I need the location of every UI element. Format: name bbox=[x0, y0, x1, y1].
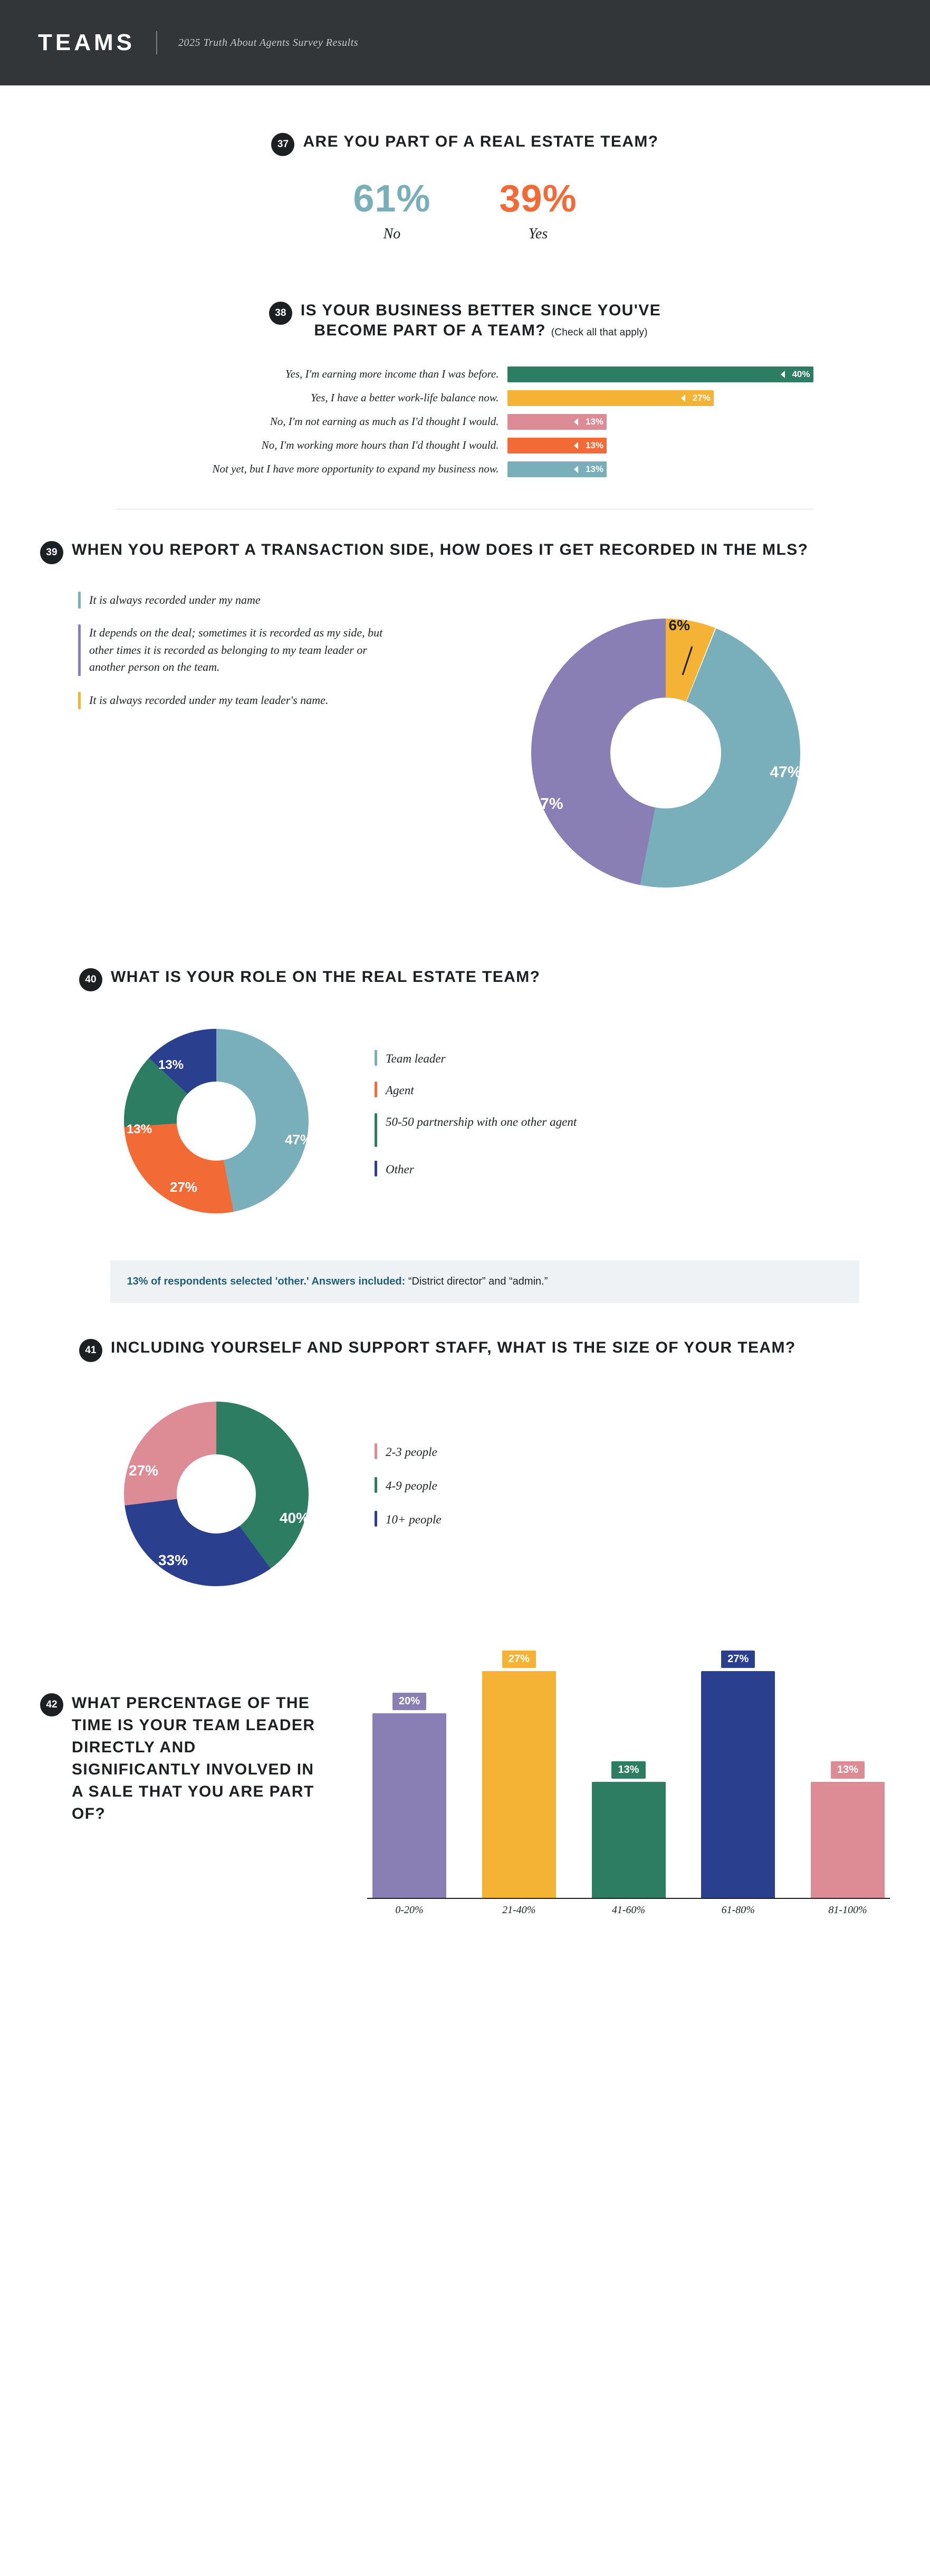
legend-swatch bbox=[78, 692, 81, 709]
question-41-title: INCLUDING YOURSELF AND SUPPORT STAFF, WHAT IS THE SIZE OF YOUR TEAM? bbox=[111, 1338, 796, 1356]
bar-value: 40% bbox=[792, 369, 810, 379]
bar-value: 13% bbox=[585, 416, 603, 427]
bar-label: No, I'm working more hours than I'd thought I would. bbox=[261, 439, 499, 452]
bar-fill bbox=[507, 414, 607, 430]
bar-column bbox=[811, 1634, 885, 1898]
donut-value-purple: 47% bbox=[531, 795, 563, 813]
donut-svg bbox=[100, 1378, 332, 1610]
bar-fill bbox=[507, 366, 813, 382]
question-41-block bbox=[0, 1303, 930, 1610]
stat-no bbox=[353, 177, 430, 243]
legend-label: 10+ people bbox=[386, 1512, 442, 1526]
legend-item bbox=[375, 1477, 442, 1495]
legend-swatch bbox=[375, 1082, 377, 1097]
legend-item bbox=[375, 1050, 577, 1068]
question-39-number: 39 bbox=[40, 541, 63, 564]
legend-label: 50-50 partnership with one other agent bbox=[386, 1115, 577, 1128]
question-37-block bbox=[0, 85, 930, 243]
legend-item bbox=[78, 692, 441, 709]
bottom-spacer bbox=[0, 1929, 930, 1993]
legend-swatch bbox=[78, 592, 81, 609]
donut-value-partnership: 13% bbox=[127, 1122, 152, 1136]
bar-label: Not yet, but I have more opportunity to expand my business now. bbox=[212, 462, 499, 476]
x-tick-label: 41-60% bbox=[611, 1904, 646, 1916]
stat-yes-percent: 39% bbox=[499, 178, 577, 220]
stat-yes-label: Yes bbox=[528, 226, 548, 242]
question-39-donut-chart bbox=[441, 584, 890, 922]
bar-row bbox=[117, 436, 813, 456]
bar-tip bbox=[781, 371, 785, 378]
legend-swatch bbox=[375, 1161, 377, 1176]
question-39-legend bbox=[40, 584, 441, 922]
legend-label: Other bbox=[386, 1162, 414, 1176]
bar-fill bbox=[701, 1671, 775, 1898]
stat-yes bbox=[500, 177, 577, 243]
bar-column bbox=[482, 1634, 556, 1898]
question-42-header bbox=[40, 1634, 367, 1929]
question-40-donut-chart bbox=[100, 1005, 332, 1237]
bar-tip bbox=[574, 418, 578, 426]
bar-row bbox=[117, 412, 813, 432]
question-38-title-line1: IS YOUR BUSINESS BETTER SINCE YOU'VE bbox=[300, 302, 661, 319]
donut-svg bbox=[100, 1005, 332, 1237]
bar-value: 27% bbox=[502, 1651, 536, 1668]
legend-swatch bbox=[375, 1113, 377, 1147]
bar-track bbox=[507, 461, 813, 477]
question-41-legend bbox=[332, 1443, 442, 1545]
question-40-number: 40 bbox=[79, 968, 102, 991]
bar-value: 13% bbox=[585, 440, 603, 450]
bar-column bbox=[372, 1634, 446, 1898]
bar-group bbox=[367, 1634, 890, 1898]
question-37-number: 37 bbox=[271, 133, 294, 156]
bar-track bbox=[507, 414, 813, 430]
question-41-header bbox=[79, 1338, 890, 1362]
donut-value-teamleader: 47% bbox=[284, 1131, 312, 1147]
bar-label: No, I'm not earning as much as I'd thought I would. bbox=[270, 415, 499, 428]
legend-item bbox=[375, 1113, 577, 1147]
question-39-block bbox=[0, 509, 930, 922]
page-header bbox=[0, 0, 930, 85]
donut-svg bbox=[497, 584, 835, 922]
question-39-body bbox=[40, 584, 890, 922]
bar-tip bbox=[574, 442, 578, 449]
question-37-stats bbox=[0, 177, 930, 243]
bar-track bbox=[507, 438, 813, 454]
question-41-body bbox=[79, 1378, 890, 1610]
donut-wrap bbox=[497, 584, 835, 922]
bar-fill bbox=[372, 1713, 446, 1898]
bar-fill bbox=[811, 1782, 885, 1898]
donut-value-agent: 27% bbox=[170, 1179, 198, 1195]
donut-value-10plus: 33% bbox=[158, 1551, 188, 1568]
x-axis bbox=[367, 1898, 890, 1916]
bar-fill bbox=[507, 461, 607, 477]
question-40-callout bbox=[110, 1260, 859, 1303]
legend-swatch bbox=[78, 624, 81, 676]
question-37-header bbox=[0, 132, 930, 156]
legend-label: Team leader bbox=[386, 1051, 446, 1065]
donut-value-teal: 47% bbox=[770, 763, 802, 781]
page-title: TEAMS bbox=[38, 30, 135, 55]
question-38-block bbox=[0, 243, 930, 509]
question-42-bar-chart bbox=[367, 1634, 890, 1929]
question-38-title-line2: BECOME PART OF A TEAM? bbox=[314, 322, 547, 340]
donut-value-amber: 6% bbox=[668, 616, 690, 633]
question-38-bar-chart bbox=[117, 364, 813, 479]
stat-no-percent: 61% bbox=[353, 178, 431, 220]
legend-label: It is always recorded under my team leader's name. bbox=[89, 693, 329, 707]
x-tick-label: 0-20% bbox=[395, 1904, 424, 1916]
bar-value: 13% bbox=[831, 1761, 865, 1779]
question-40-body bbox=[79, 1005, 890, 1237]
legend-label: Agent bbox=[386, 1083, 414, 1097]
donut-value-4to9: 40% bbox=[279, 1509, 309, 1526]
legend-swatch bbox=[375, 1443, 377, 1459]
bar-track bbox=[507, 390, 813, 406]
bar-label: Yes, I'm earning more income than I was before. bbox=[285, 368, 499, 381]
question-38-header bbox=[0, 301, 930, 341]
question-40-legend bbox=[332, 1050, 577, 1192]
header-divider bbox=[156, 31, 157, 54]
legend-item bbox=[375, 1511, 442, 1529]
x-tick-label: 61-80% bbox=[721, 1904, 755, 1916]
bar-value: 27% bbox=[721, 1651, 755, 1668]
x-tick-label: 21-40% bbox=[502, 1904, 536, 1916]
question-39-title: WHEN YOU REPORT A TRANSACTION SIDE, HOW DOES IT GET RECORDED IN THE MLS? bbox=[72, 541, 809, 558]
bar-row bbox=[117, 364, 813, 384]
question-41-number: 41 bbox=[79, 1339, 102, 1362]
bar-row bbox=[117, 388, 813, 408]
question-38-number: 38 bbox=[269, 302, 292, 325]
question-40-title: WHAT IS YOUR ROLE ON THE REAL ESTATE TEAM? bbox=[111, 968, 541, 986]
legend-label: 4-9 people bbox=[386, 1479, 437, 1492]
bar-tip bbox=[574, 466, 578, 473]
question-40-header bbox=[79, 967, 890, 991]
callout-rest-text: “District director” and “admin.” bbox=[405, 1275, 548, 1287]
bar-fill bbox=[592, 1782, 666, 1898]
legend-swatch bbox=[375, 1050, 377, 1066]
bar-value: 20% bbox=[392, 1693, 426, 1710]
x-tick-label: 81-100% bbox=[828, 1904, 867, 1916]
question-42-block bbox=[0, 1610, 930, 1929]
legend-item bbox=[78, 624, 441, 676]
question-38-title bbox=[301, 301, 661, 341]
legend-swatch bbox=[375, 1477, 377, 1493]
donut-value-2to3: 27% bbox=[129, 1462, 159, 1479]
bar-tip bbox=[681, 394, 685, 402]
bar-track bbox=[507, 366, 813, 382]
question-39-header bbox=[40, 540, 890, 564]
donut-value-other: 13% bbox=[158, 1057, 184, 1072]
question-42-head-row bbox=[40, 1692, 367, 1825]
header-subtitle: 2025 Truth About Agents Survey Results bbox=[178, 36, 359, 49]
legend-item bbox=[78, 592, 441, 609]
legend-item bbox=[375, 1082, 577, 1099]
legend-label: It is always recorded under my name bbox=[89, 593, 261, 606]
legend-label: 2-3 people bbox=[386, 1445, 437, 1459]
bar-column bbox=[701, 1634, 775, 1898]
bar-value: 13% bbox=[611, 1761, 645, 1779]
bar-label: Yes, I have a better work-life balance now. bbox=[311, 391, 499, 404]
question-38-note: (Check all that apply) bbox=[551, 327, 648, 339]
question-42-title: WHAT PERCENTAGE OF THE TIME IS YOUR TEAM LEADER DIRECTLY AND SIGNIFICANTLY INVOLVED IN A SALE THAT YOU ARE PART OF? bbox=[72, 1694, 315, 1822]
question-37-title: ARE YOU PART OF A REAL ESTATE TEAM? bbox=[303, 133, 659, 150]
question-40-block bbox=[0, 922, 930, 1303]
bar-value: 27% bbox=[692, 392, 711, 403]
legend-label: It depends on the deal; sometimes it is recorded as my side, but other times it is recorded as belonging to my team leader or another person on the team. bbox=[89, 626, 383, 674]
legend-item bbox=[375, 1161, 577, 1179]
bar-fill bbox=[507, 438, 607, 454]
legend-swatch bbox=[375, 1511, 377, 1527]
question-42-number: 42 bbox=[40, 1693, 63, 1716]
bar-fill bbox=[482, 1671, 556, 1898]
stat-no-label: No bbox=[383, 226, 401, 242]
bar-value: 13% bbox=[585, 464, 603, 474]
legend-item bbox=[375, 1443, 442, 1461]
callout-bold-text: 13% of respondents selected 'other.' Answers included: bbox=[127, 1275, 406, 1287]
bar-column bbox=[592, 1634, 666, 1898]
bar-row bbox=[117, 459, 813, 479]
question-41-donut-chart bbox=[100, 1378, 332, 1610]
